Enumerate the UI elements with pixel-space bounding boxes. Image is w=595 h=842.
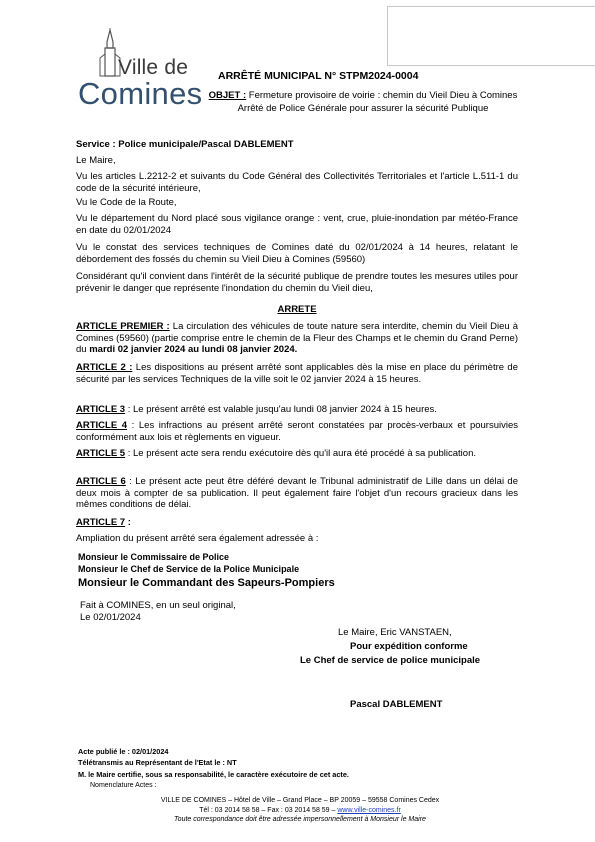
recipient-sapeurs-pompiers: Monsieur le Commandant des Sapeurs-Pompiers [78, 577, 335, 589]
article-7-label: ARTICLE 7 [76, 517, 126, 528]
article-6-text: : Le présent acte peut être déféré devant le Tribunal administratif de Lille dans un délai de deux mois à compter de sa publication. Il peut également faire l'objet d'un recours gracieux dans les mêmes conditions de délai. [76, 476, 518, 510]
stamp-box [387, 6, 595, 66]
article-3 [76, 404, 518, 416]
article-5-label: ARTICLE 5 [76, 448, 126, 459]
recipient-commissaire: Monsieur le Commissaire de Police [78, 552, 230, 562]
ampliation-line: Ampliation du présent arrêté sera également adressée à : [76, 533, 319, 544]
objet-line2: Arrêté de Police Générale pour assurer la sécurité Publique [237, 102, 489, 114]
article-3-text: : Le présent arrêté est valable jusqu'au lundi 08 janvier 2024 à 15 heures. [127, 404, 437, 415]
objet-block [198, 90, 528, 115]
teletransmis-line: Télétransmis au Représentant de l'Etat le : NT [78, 758, 237, 767]
article-7-text: : [127, 517, 131, 528]
article-1 [76, 321, 518, 356]
vu-paragraph-1: Vu les articles L.2212-2 et suivants du Code Général des Collectivités Territoriales et l'article L.511-1 du code de la sécurité intérieure, [76, 171, 518, 194]
article-3-label: ARTICLE 3 [76, 404, 126, 415]
pour-expedition: Pour expédition conforme [350, 641, 468, 652]
chef-service: Le Chef de service de police municipale [300, 655, 481, 666]
vu-paragraph-3: Vu le département du Nord placé sous vigilance orange : vent, crue, pluie-inondation par météo-France en date du 02/01/2024 [76, 213, 518, 236]
article-2-text: Les dispositions au présent arrêté sont applicables dès la mise en place du périmètre de sécurité par les services Techniques de la ville soit le 02 janvier 2024 à 15 heures. [76, 362, 519, 385]
article-2-label: ARTICLE 2 : [76, 362, 133, 373]
objet-label: OBJET : [208, 90, 247, 101]
article-1-label: ARTICLE PREMIER : [76, 321, 170, 332]
footer-phone-fax: Tél : 03 2014 58 58 – Fax : 03 2014 58 59 – [199, 806, 336, 814]
footer [80, 796, 520, 825]
signature-date: Le 02/01/2024 [80, 612, 141, 623]
article-6-label: ARTICLE 6 [76, 476, 126, 487]
article-1-dates: mardi 02 janvier 2024 au lundi 08 janvier 2024. [89, 344, 298, 355]
article-5 [76, 448, 518, 460]
vu-paragraph-2: Vu le Code de la Route, [76, 197, 177, 208]
document-title: ARRÊTÉ MUNICIPAL N° STPM2024-0004 [218, 70, 419, 82]
fait-a-line: Fait à COMINES, en un seul original, [80, 600, 236, 611]
article-2 [76, 362, 518, 385]
footer-correspondence: Toute correspondance doit être adressée impersonnellement à Monsieur le Maire [174, 816, 426, 823]
footer-address: VILLE DE COMINES – Hôtel de Ville – Grand Place – BP 20059 – 59558 Comines Cedex [160, 797, 440, 804]
certifie-line: M. le Maire certifie, sous sa responsabilité, le caractère exécutoire de cet acte. [78, 770, 349, 779]
objet-text: Fermeture provisoire de voirie : chemin du Vieil Dieu à Comines [248, 90, 518, 101]
considerant-paragraph: Considérant qu'il convient dans l'intérêt de la sécurité publique de prendre toutes les mesures utiles pour prévenir le danger que représente l'inondation du chemin du Vieil dieu, [76, 271, 518, 294]
logo-town-label: Ville de [118, 56, 189, 79]
article-4-label: ARTICLE 4 [76, 420, 128, 431]
arrete-heading: ARRETE [277, 304, 317, 315]
article-6 [76, 476, 518, 511]
footer-contact [80, 806, 520, 816]
article-1-text: La circulation des véhicules de toute nature sera interdite, chemin du Vieil Dieu à Comines (59560) (partie comprise entre le chemin de la Fleur des Champs et le chemin du Grand Perne) du [76, 321, 519, 355]
maire-signature: Le Maire, Eric VANSTAEN, [338, 627, 452, 638]
article-5-text: : Le présent acte sera rendu exécutoire dès qu'il aura été procédé à sa publication. [127, 448, 476, 459]
signatory-name: Pascal DABLEMENT [350, 699, 443, 710]
article-4-text: : Les infractions au présent arrêté seront constatées par procès-verbaux et poursuivies conformément aux lois et règlements en vigueur. [76, 420, 518, 443]
article-4 [76, 420, 518, 443]
publication-date: Acte publié le : 02/01/2024 [78, 747, 169, 756]
logo-town-name: Comines [78, 76, 203, 111]
maire-line: Le Maire, [76, 155, 116, 166]
service-line: Service : Police municipale/Pascal DABLEMENT [76, 139, 294, 150]
recipient-police-municipale: Monsieur le Chef de Service de la Police Municipale [78, 564, 300, 574]
vu-paragraph-4: Vu le constat des services techniques de Comines daté du 02/01/2024 à 14 heures, relatant le débordement des fossés du chemin su Vieil Dieu à Comines (59560) [76, 242, 518, 265]
article-7 [76, 517, 518, 529]
website-link[interactable]: www.ville-comines.fr [337, 806, 401, 814]
nomenclature-line: Nomenclature Actes : [90, 782, 157, 789]
